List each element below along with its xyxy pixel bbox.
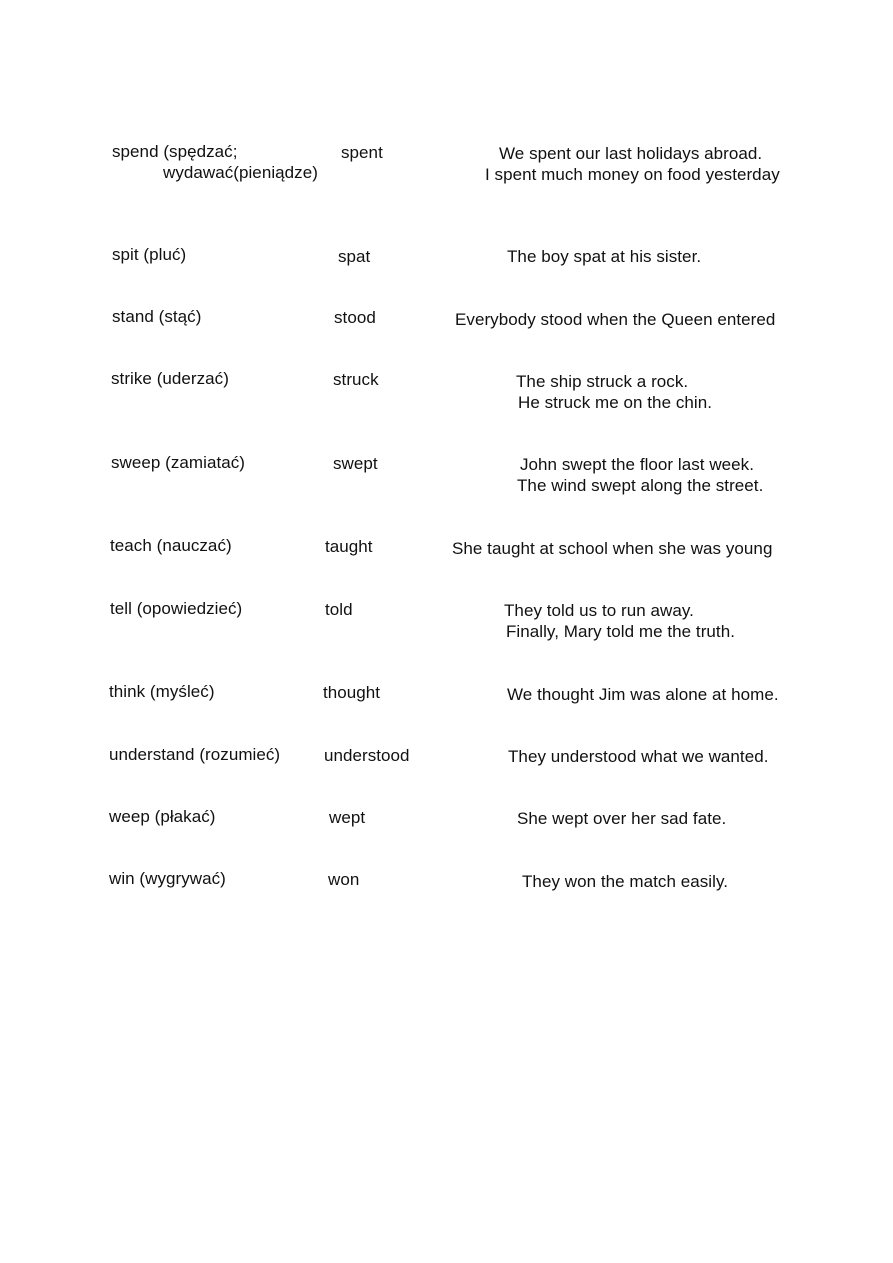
- verb-infinitive: stand (stąć): [112, 307, 202, 326]
- verb-infinitive: understand (rozumieć): [109, 745, 281, 764]
- example-sentence: The wind swept along the street.: [517, 476, 764, 495]
- verb-past-form: stood: [334, 308, 376, 327]
- verb-past-form: struck: [333, 370, 379, 389]
- verb-infinitive-continued: wydawać(pieniądze): [163, 163, 318, 182]
- verb-past-form: swept: [333, 454, 378, 473]
- verb-infinitive: win (wygrywać): [109, 869, 226, 888]
- verb-infinitive: spend (spędzać;: [112, 142, 238, 161]
- example-sentence: We spent our last holidays abroad.: [499, 144, 763, 163]
- example-sentence: They understood what we wanted.: [508, 747, 769, 766]
- example-sentence: John swept the floor last week.: [520, 455, 755, 474]
- verb-infinitive: teach (nauczać): [110, 536, 232, 555]
- verb-past-form: understood: [324, 746, 410, 765]
- example-sentence: She wept over her sad fate.: [517, 809, 727, 828]
- verb-past-form: won: [328, 870, 360, 889]
- verb-infinitive: weep (płakać): [109, 807, 216, 826]
- verb-infinitive: strike (uderzać): [111, 369, 229, 388]
- verb-past-form: taught: [325, 537, 373, 556]
- verb-past-form: told: [325, 600, 353, 619]
- example-sentence: The boy spat at his sister.: [507, 247, 702, 266]
- verb-infinitive: sweep (zamiatać): [111, 453, 246, 472]
- example-sentence: Everybody stood when the Queen entered: [455, 310, 776, 329]
- example-sentence: He struck me on the chin.: [518, 393, 713, 412]
- verb-infinitive: think (myśleć): [109, 682, 215, 701]
- verb-infinitive: tell (opowiedzieć): [110, 599, 243, 618]
- example-sentence: They told us to run away.: [504, 601, 694, 620]
- verb-past-form: thought: [323, 683, 381, 702]
- example-sentence: I spent much money on food yesterday: [485, 165, 780, 184]
- example-sentence: We thought Jim was alone at home.: [507, 685, 779, 704]
- example-sentence: She taught at school when she was young: [452, 539, 773, 558]
- verb-past-form: spat: [338, 247, 371, 266]
- example-sentence: They won the match easily.: [522, 872, 729, 891]
- example-sentence: The ship struck a rock.: [516, 372, 689, 391]
- verb-infinitive: spit (pluć): [112, 245, 187, 264]
- verb-past-form: wept: [329, 808, 366, 827]
- example-sentence: Finally, Mary told me the truth.: [506, 622, 735, 641]
- verb-past-form: spent: [341, 143, 383, 162]
